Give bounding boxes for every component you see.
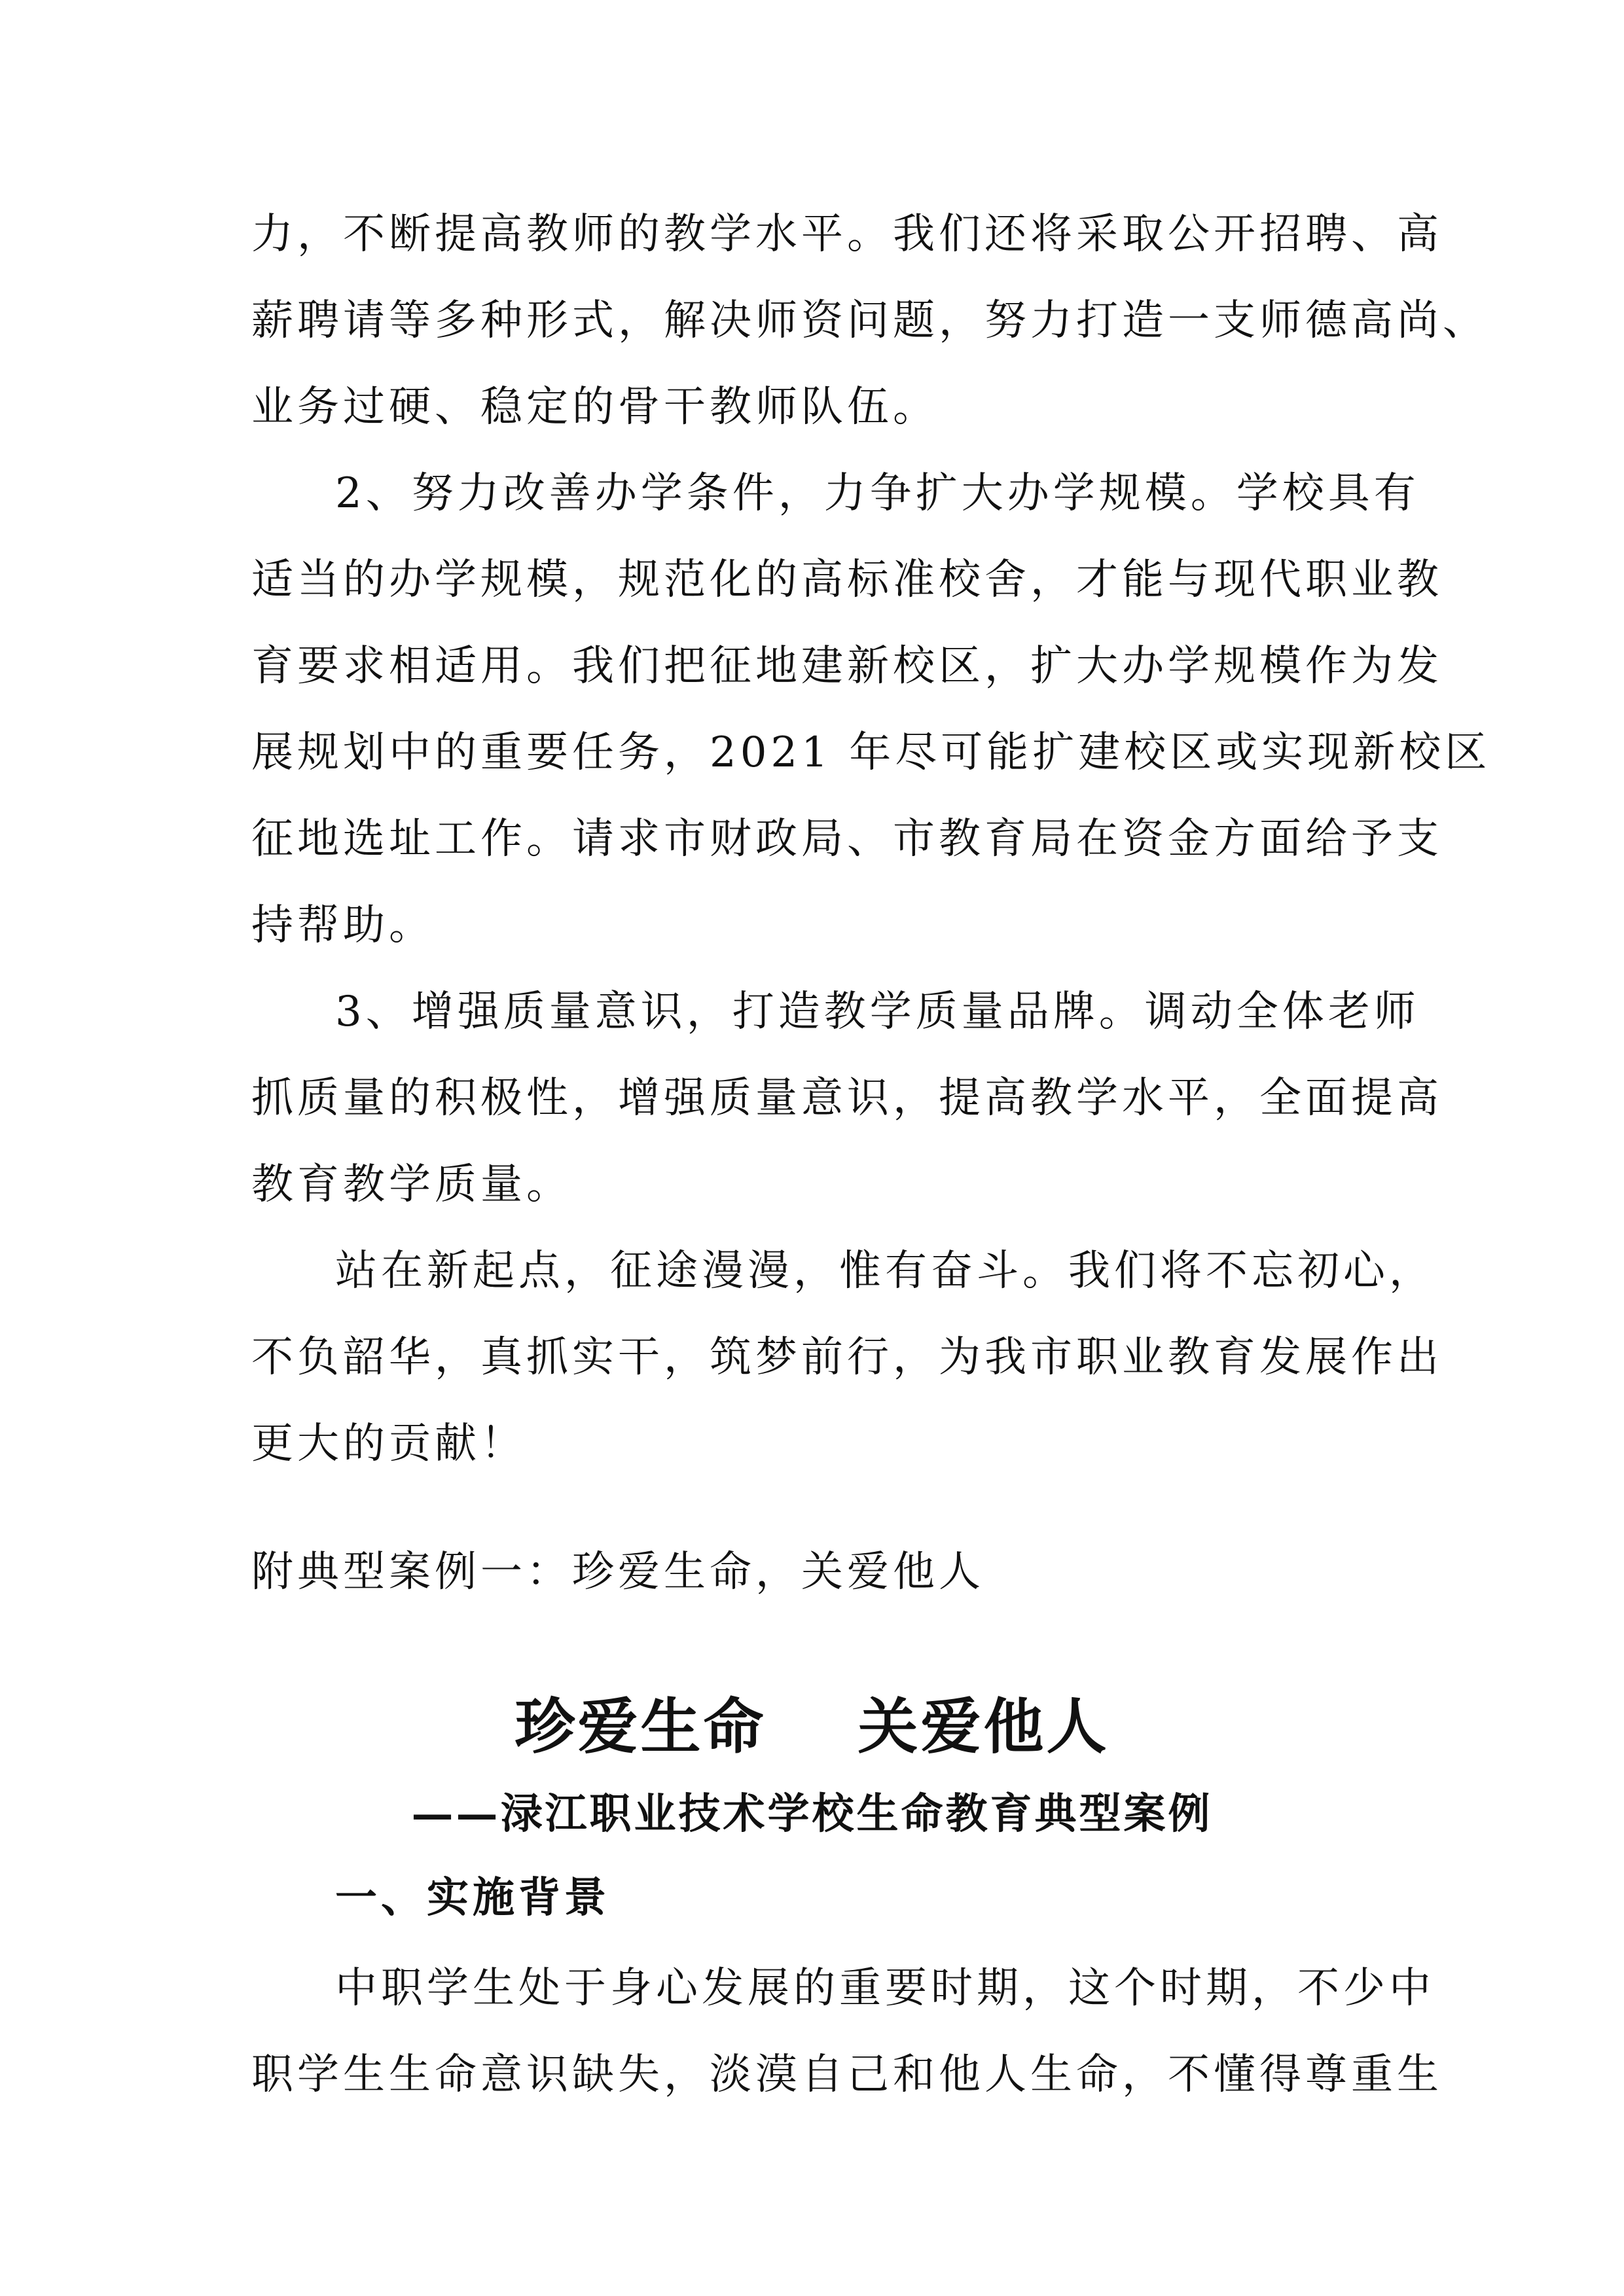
case-title-part1: 珍爱生命 bbox=[514, 1691, 767, 1762]
body-text-line: 力，不断提高教师的教学水平。我们还将采取公开招聘、高 bbox=[251, 210, 1443, 259]
case-title bbox=[0, 1687, 1624, 1766]
body-text-line: 业务过硬、稳定的骨干教师队伍。 bbox=[251, 383, 939, 431]
body-text-line: 展规划中的重要任务，2021 年尽可能扩建校区或实现新校区 bbox=[251, 728, 1491, 777]
body-text-line: 适当的办学规模，规范化的高标准校舍，才能与现代职业教 bbox=[251, 556, 1443, 604]
body-text-line: 持帮助。 bbox=[251, 901, 435, 950]
body-text-line: 育要求相适用。我们把征地建新校区，扩大办学规模作为发 bbox=[251, 642, 1443, 691]
body-text-line: 征地选址工作。请求市财政局、市教育局在资金方面给予支 bbox=[251, 815, 1443, 863]
body-text-line: 中职学生处于身心发展的重要时期，这个时期，不少中 bbox=[335, 1964, 1435, 2013]
body-text-line: 抓质量的积极性，增强质量意识，提高教学水平，全面提高 bbox=[251, 1074, 1443, 1122]
body-text-line: 3、增强质量意识，打造教学质量品牌。调动全体老师 bbox=[335, 988, 1420, 1036]
body-text-line: 职学生生命意识缺失，淡漠自己和他人生命，不懂得尊重生 bbox=[251, 2051, 1443, 2099]
body-text-line: 2、努力改善办学条件，力争扩大办学规模。学校具有 bbox=[335, 469, 1420, 518]
appendix-line: 附典型案例一：珍爱生命，关爱他人 bbox=[251, 1548, 984, 1596]
case-subtitle: ——渌江职业技术学校生命教育典型案例 bbox=[411, 1789, 1213, 1839]
body-text-line: 更大的贡献！ bbox=[251, 1420, 526, 1468]
case-title-part2: 关爱他人 bbox=[857, 1691, 1110, 1762]
body-text-line: 教育教学质量。 bbox=[251, 1160, 572, 1209]
body-text-line: 站在新起点，征途漫漫，惟有奋斗。我们将不忘初心， bbox=[335, 1247, 1435, 1295]
body-text-line: 薪聘请等多种形式，解决师资问题，努力打造一支师德高尚、 bbox=[251, 296, 1489, 345]
section-heading: 一、实施背景 bbox=[335, 1873, 610, 1922]
body-text-line: 不负韶华，真抓实干，筑梦前行，为我市职业教育发展作出 bbox=[251, 1333, 1443, 1382]
